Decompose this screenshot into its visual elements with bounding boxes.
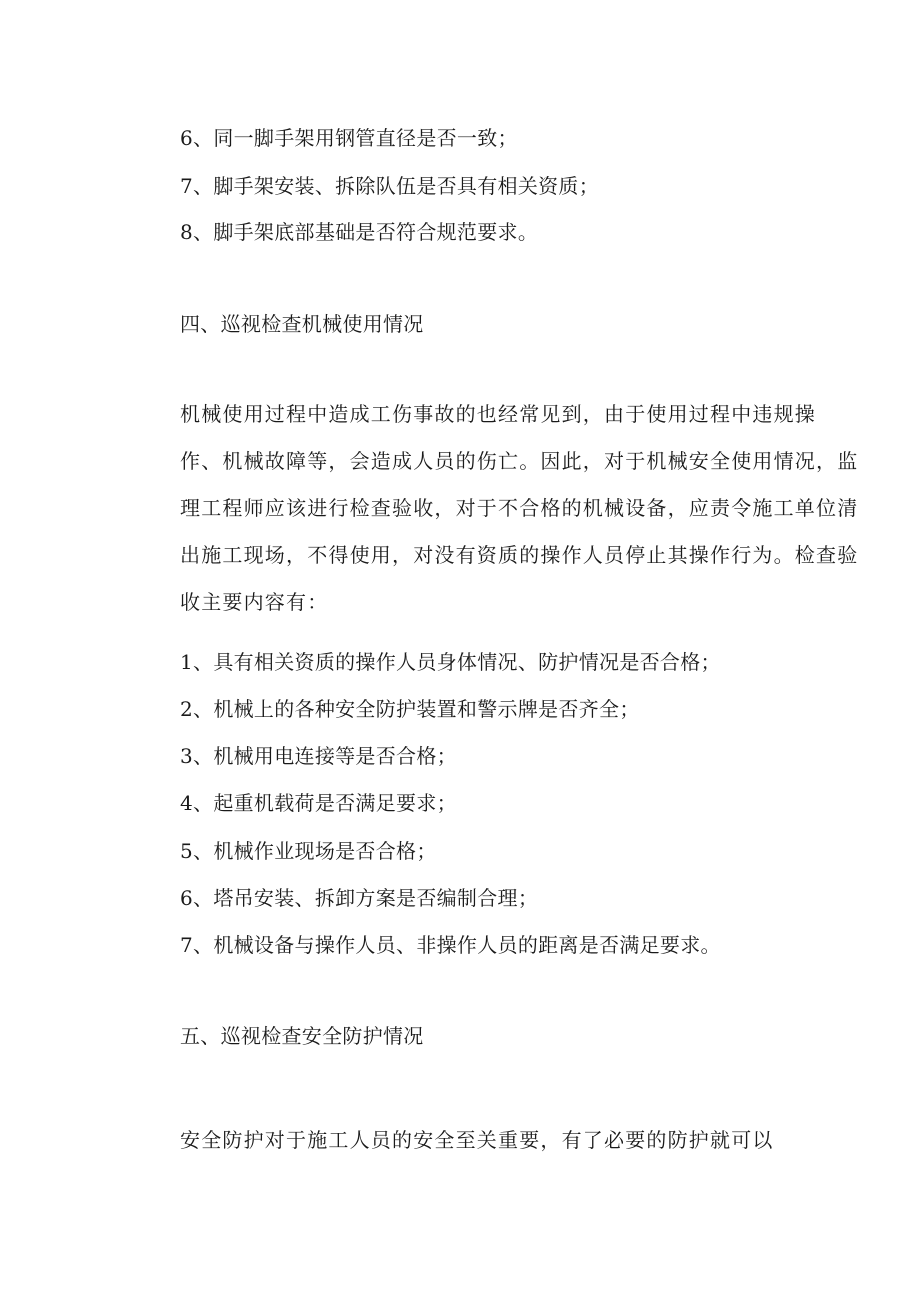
body-paragraph [180, 1117, 780, 1164]
paragraph-line: 出施工现场，不得使用，对没有资质的操作人员停止其操作行为。检查验 [180, 543, 859, 567]
list-item: 3、机械用电连接等是否合格； [180, 744, 457, 768]
paragraph-line: 理工程师应该进行检查验收，对于不合格的机械设备，应责令施工单位清 [180, 496, 859, 520]
list-item: 1、具有相关资质的操作人员身体情况、防护情况是否合格； [180, 650, 721, 674]
list-item: 2、机械上的各种安全防护装置和警示牌是否齐全； [180, 697, 640, 721]
list-item: 5、机械作业现场是否合格； [180, 839, 437, 863]
list-item: 7、脚手架安装、拆除队伍是否具有相关资质； [180, 174, 600, 198]
paragraph-line: 收主要内容有： [180, 590, 329, 614]
list-item: 4、起重机载荷是否满足要求； [180, 791, 457, 815]
body-paragraph [180, 391, 859, 626]
section-heading: 五、巡视检查安全防护情况 [180, 1024, 424, 1048]
paragraph-line: 安全防护对于施工人员的安全至关重要，有了必要的防护就可以 [180, 1128, 774, 1152]
list-item: 6、同一脚手架用钢管直径是否一致； [180, 126, 518, 150]
list-item: 7、机械设备与操作人员、非操作人员的距离是否满足要求。 [180, 933, 721, 957]
list-item: 6、塔吊安装、拆卸方案是否编制合理； [180, 886, 539, 910]
paragraph-line: 作、机械故障等，会造成人员的伤亡。因此，对于机械安全使用情况，监 [180, 449, 859, 473]
section-heading: 四、巡视检查机械使用情况 [180, 312, 424, 336]
list-item: 8、脚手架底部基础是否符合规范要求。 [180, 220, 539, 244]
paragraph-line: 机械使用过程中造成工伤事故的也经常见到，由于使用过程中违规操 [180, 402, 816, 426]
